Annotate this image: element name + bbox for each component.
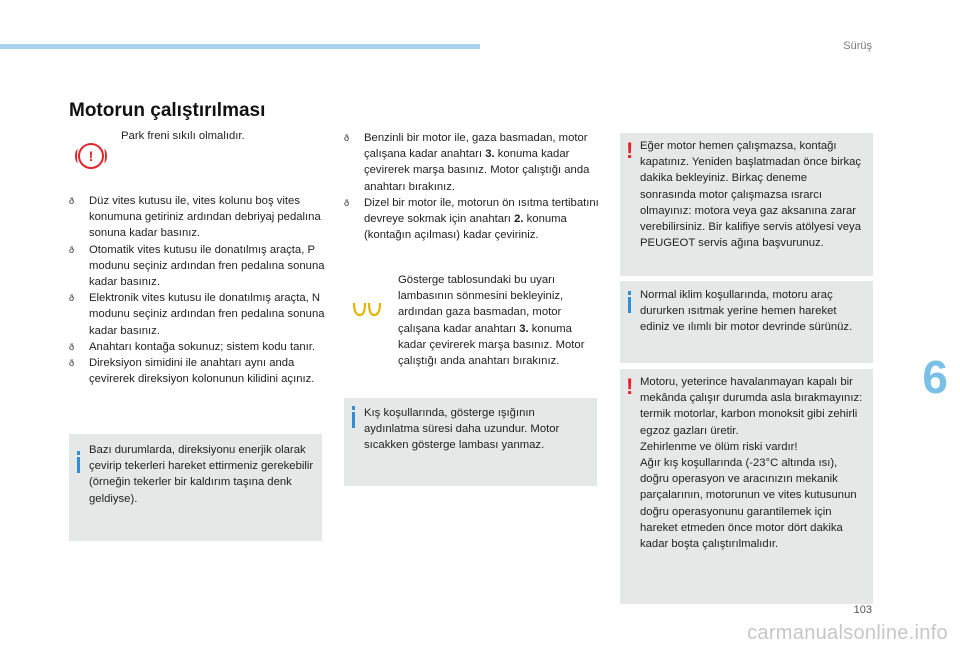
list-item-petrol: ð Benzinli bir motor ile, gaza basmadan, motor çalışana kadar anahtarı 3. konuma kadar çevirerek marşa basınız. Motor çalıştığı anda anahtarı bırakınız. [344, 130, 600, 195]
info-note-text: Normal iklim koşullarında, motoru araç dururken ısıtmak yerine hemen hareket ediniz ve ılımlı bir motor devrinde sürünüz. [640, 289, 853, 334]
list-item: ð Elektronik vites kutusu ile donatılmış araçta, N modunu seçiniz ardından fren pedalına sonuna kadar basınız. [69, 290, 325, 339]
preheat-instructions: Gösterge tablosundaki bu uyarı lambasının sönmesini bekleyiniz, ardından gaza basmadan, motor çalışana kadar anahtarı 3. konuma kadar çevirerek marşa basınız. Motor çalıştığı anda anahtarı bırakınız. [398, 274, 585, 368]
info-note-winter [344, 398, 597, 486]
warning-note-restart [620, 133, 873, 276]
info-note-steering [69, 434, 322, 541]
info-note-warmup [620, 281, 873, 363]
section-title: Sürüş [843, 40, 872, 52]
list-item-diesel: ð Dizel bir motor ile, motorun ön ısıtma tertibatını devreye sokmak için anahtarı 2. konuma (kontağın açılması) kadar çeviriniz. [344, 195, 600, 244]
list-item: ð Otomatik vites kutusu ile donatılmış araçta, P modunu seçiniz ardından fren pedalına sonuna kadar basınız. [69, 242, 325, 291]
warning-paragraph: Motoru, yeterince havalanmayan kapalı bir mekânda çalışır durumda asla bırakmayınız: termik motorlar, karbon monoksit gibi zehirli egzoz gazları üretir. [640, 376, 863, 437]
mid-steps-list [344, 130, 600, 243]
park-brake-note: Park freni sıkılı olmalıdır. [121, 130, 245, 142]
header-accent-bar [0, 44, 480, 49]
preheat-coil-icon [352, 300, 382, 318]
warning-paragraph: Ağır kış koşullarında (-23°C altında ısı), doğru operasyon ve aracınızın mekanik parçalarının, motorunun ve vites kutusunun doğru operasyonunu garantilemek için hareket etmeden önce motor dört dakika kadar boşta çalıştırılmalıdır. [640, 457, 857, 551]
list-item: ð Anahtarı kontağa sokunuz; sistem kodu tanır. [69, 339, 325, 355]
exclamation-icon: ! [626, 374, 634, 399]
brake-warning-icon: ! [78, 143, 104, 169]
left-steps-list [69, 193, 325, 387]
watermark: carmanualsonline.info [747, 622, 948, 644]
page-title: Motorun çalıştırılması [69, 100, 266, 121]
chapter-number: 6 [922, 351, 948, 403]
info-note-text: Bazı durumlarda, direksiyonu enerjik olarak çevirip tekerleri hareket ettirmeniz gerekebilir (örneğin tekerler bir kaldırım taşına denk geldiyse). [89, 444, 314, 505]
list-item: ð Düz vites kutusu ile, vites kolunu boş vites konumuna getiriniz ardından debriyaj pedalına sonuna kadar basınız. [69, 193, 325, 242]
warning-note-exhaust [620, 369, 873, 604]
warning-note-text: Eğer motor hemen çalışmazsa, kontağı kapatınız. Yeniden başlatmadan önce birkaç dakika bekleyiniz. Birkaç deneme sonrasında motor çalışmazsa ısrarcı olmayınız: motora veya gaz aksanına zarar verebilirsiniz. Bir kalifiye servis atölyesi veya PEUGEOT servis ağına başvurunuz. [640, 140, 862, 250]
list-item: ð Direksiyon simidini ile anahtarı aynı anda çevirerek direksiyon kolonunun kilidini açınız. [69, 355, 325, 387]
exclamation-icon: ! [626, 138, 634, 163]
info-note-text: Kış koşullarında, gösterge ışığının aydınlatma süresi daha uzundur. Motor sıcakken gösterge lambası yanmaz. [364, 407, 560, 452]
warning-paragraph: Zehirlenme ve ölüm riski vardır! [640, 440, 798, 453]
warning-note-text [640, 374, 865, 552]
page-number: 103 [853, 604, 872, 616]
